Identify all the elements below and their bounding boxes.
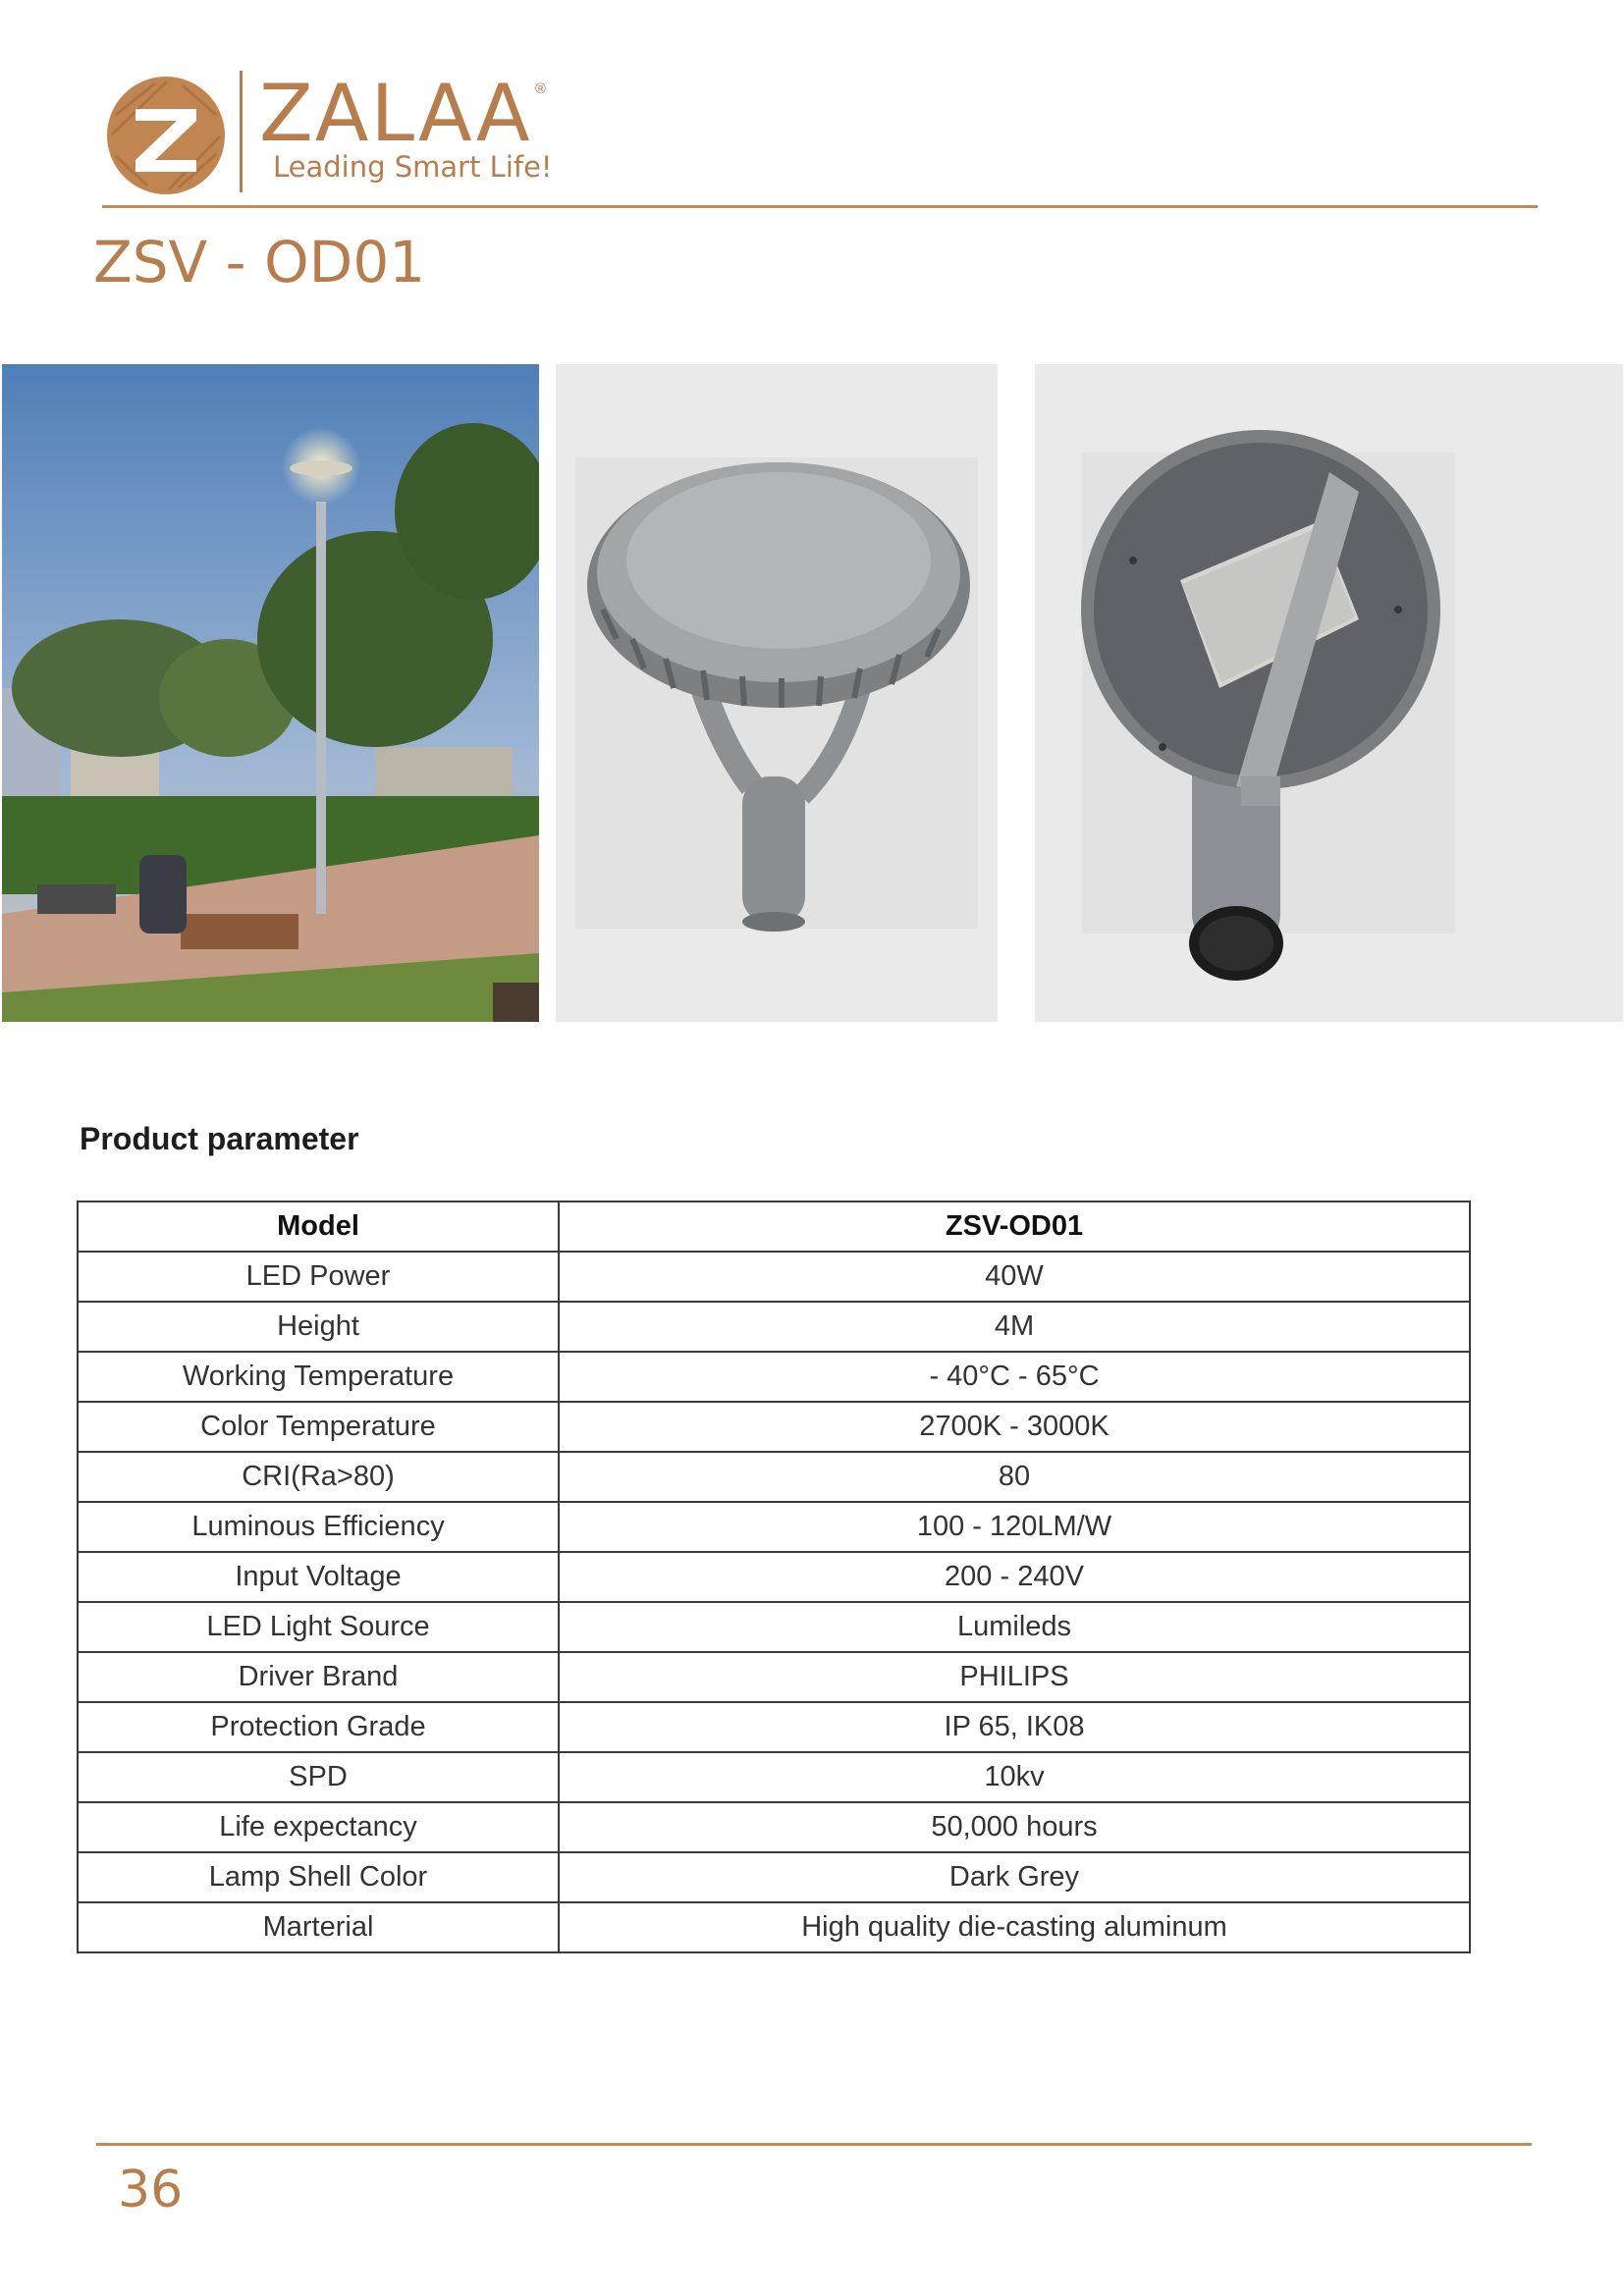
param-value: 4M (559, 1302, 1470, 1352)
param-value: - 40°C - 65°C (559, 1352, 1470, 1402)
logo-divider (240, 71, 243, 192)
table-row (78, 1602, 1470, 1652)
param-name: Input Voltage (78, 1552, 559, 1602)
table-row (78, 1402, 1470, 1452)
table-header-cell: ZSV-OD01 (559, 1201, 1470, 1252)
table-row (78, 1452, 1470, 1502)
registered-mark: ® (535, 80, 547, 97)
param-value: PHILIPS (559, 1652, 1470, 1702)
param-value: 50,000 hours (559, 1802, 1470, 1852)
param-name: LED Power (78, 1252, 559, 1302)
lamp-top-view-photo (556, 364, 998, 1022)
product-scene-photo (2, 364, 539, 1022)
header-rule (102, 205, 1538, 208)
table-row (78, 1702, 1470, 1752)
param-value: Dark Grey (559, 1852, 1470, 1902)
param-value: 100 - 120LM/W (559, 1502, 1470, 1552)
param-value: IP 65, IK08 (559, 1702, 1470, 1752)
param-value: Lumileds (559, 1602, 1470, 1652)
param-name: Color Temperature (78, 1402, 559, 1452)
zalaa-logo-icon (106, 76, 226, 195)
table-row (78, 1902, 1470, 1952)
param-name: Life expectancy (78, 1802, 559, 1852)
page-number: 36 (118, 2161, 184, 2219)
param-name: Height (78, 1302, 559, 1352)
table-row (78, 1252, 1470, 1302)
param-value: 2700K - 3000K (559, 1402, 1470, 1452)
table-row (78, 1552, 1470, 1602)
param-name: Working Temperature (78, 1352, 559, 1402)
table-header-row (78, 1201, 1470, 1252)
table-header-cell: Model (78, 1201, 559, 1252)
section-heading: Product parameter (80, 1121, 359, 1156)
table-row (78, 1752, 1470, 1802)
param-value: High quality die-casting aluminum (559, 1902, 1470, 1952)
param-name: Marterial (78, 1902, 559, 1952)
product-title: ZSV - OD01 (93, 229, 426, 295)
brand-tagline: Leading Smart Life! (273, 150, 553, 184)
param-name: Luminous Efficiency (78, 1502, 559, 1552)
footer-rule (96, 2143, 1532, 2146)
brand-logo (106, 68, 558, 198)
param-value: 10kv (559, 1752, 1470, 1802)
param-name: LED Light Source (78, 1602, 559, 1652)
table-row (78, 1802, 1470, 1852)
param-name: Protection Grade (78, 1702, 559, 1752)
param-value: 80 (559, 1452, 1470, 1502)
brand-name: ZALAA (259, 68, 532, 159)
param-name: SPD (78, 1752, 559, 1802)
param-value: 200 - 240V (559, 1552, 1470, 1602)
spec-table (77, 1201, 1471, 1953)
table-row (78, 1502, 1470, 1552)
param-name: Lamp Shell Color (78, 1852, 559, 1902)
table-row (78, 1352, 1470, 1402)
table-row (78, 1652, 1470, 1702)
param-value: 40W (559, 1252, 1470, 1302)
table-row (78, 1302, 1470, 1352)
param-name: CRI(Ra>80) (78, 1452, 559, 1502)
lamp-underside-photo (1035, 364, 1623, 1022)
table-row (78, 1852, 1470, 1902)
param-name: Driver Brand (78, 1652, 559, 1702)
